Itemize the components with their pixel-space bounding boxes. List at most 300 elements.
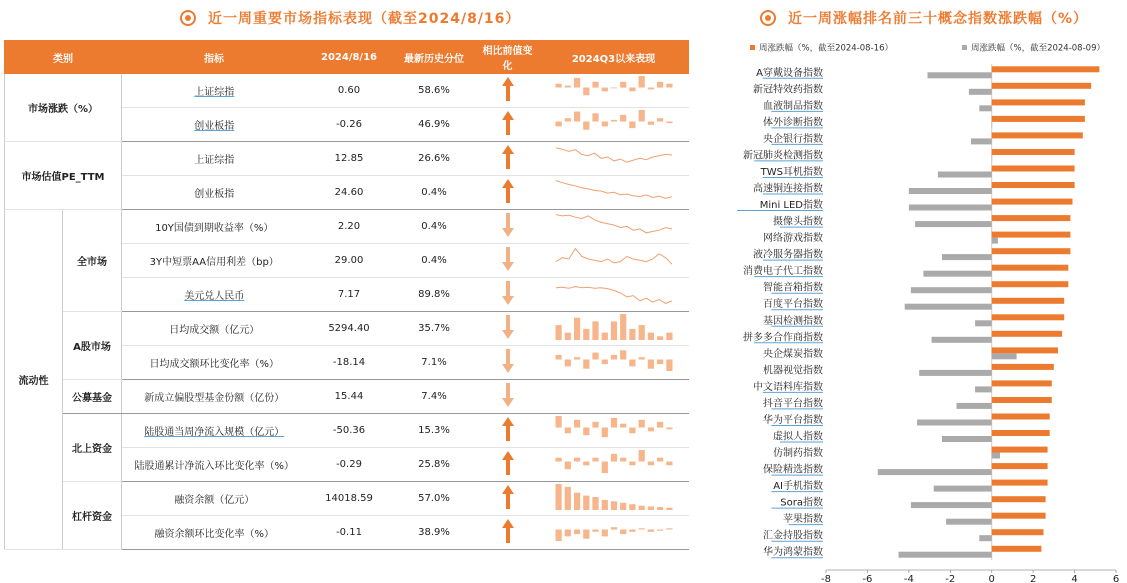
sparkline-bars xyxy=(554,312,674,342)
row-percentile: 46.9% xyxy=(392,108,477,142)
spark-bar xyxy=(555,458,561,462)
spark-bar xyxy=(610,120,616,122)
spark-bar xyxy=(647,428,653,432)
category-label: 液冷服务器指数 xyxy=(753,249,823,261)
row-percentile: 38.9% xyxy=(392,516,477,550)
bar xyxy=(992,132,1083,138)
sparkline-bars xyxy=(554,74,674,104)
bar xyxy=(942,436,992,442)
row-change xyxy=(477,414,539,448)
bar xyxy=(992,546,1042,552)
spark-bar xyxy=(574,530,580,535)
spark-bar xyxy=(555,416,561,428)
spark-bar xyxy=(564,333,570,340)
bar xyxy=(992,215,1071,221)
row-percentile: 0.4% xyxy=(392,244,477,278)
category-label: 中文语料库指数 xyxy=(753,381,823,393)
bar xyxy=(992,430,1050,436)
spark-bar xyxy=(638,110,644,122)
bar xyxy=(979,105,991,111)
category-label: 华为平台指数 xyxy=(763,414,823,426)
spark-bar xyxy=(638,528,644,529)
spark-bar xyxy=(666,122,672,124)
bar xyxy=(992,513,1046,519)
row-change xyxy=(477,346,539,380)
table-row xyxy=(5,380,689,414)
bar xyxy=(992,447,1048,453)
row-percentile: 15.3% xyxy=(392,414,477,448)
category-label: 新冠特效药指数 xyxy=(753,84,823,96)
bar xyxy=(992,166,1075,172)
spark-bar xyxy=(574,357,580,359)
row-value: 12.85 xyxy=(307,142,392,176)
row-subcategory: 杠杆资金 xyxy=(63,482,122,550)
table-row xyxy=(5,142,689,176)
legend-label: 周涨跌幅（%，截至2024-08-16） xyxy=(759,43,893,54)
sparkline-line xyxy=(554,210,674,240)
spark-bar xyxy=(592,321,598,340)
spark-bar xyxy=(583,122,589,130)
bar xyxy=(915,221,992,227)
bar xyxy=(911,287,992,293)
bar xyxy=(928,72,992,78)
spark-bar xyxy=(555,484,561,510)
spark-bar xyxy=(564,360,570,367)
bar xyxy=(932,337,992,343)
row-change xyxy=(477,278,539,312)
row-trend xyxy=(539,516,689,550)
row-category: 市场估值PE_TTM xyxy=(5,142,122,210)
bar xyxy=(992,232,1071,238)
category-label: 拼多多合作商指数 xyxy=(743,332,823,344)
category-label: Mini LED指数 xyxy=(759,200,823,212)
category-label: 新冠肺炎检测指数 xyxy=(743,150,823,162)
row-trend xyxy=(539,244,689,278)
row-change xyxy=(477,176,539,210)
spark-bar xyxy=(657,360,663,365)
spark-bar xyxy=(592,82,598,88)
target-icon xyxy=(180,10,196,26)
arrow-up-icon xyxy=(502,485,514,509)
header-date: 2024/8/16 xyxy=(307,41,392,74)
spark-bar xyxy=(601,428,607,438)
spark-bar xyxy=(574,493,580,510)
arrow-up-icon xyxy=(502,77,514,101)
sparkline-bars xyxy=(554,346,674,376)
table-row xyxy=(5,414,689,448)
arrow-up-icon xyxy=(502,179,514,203)
spark-bar xyxy=(647,88,653,90)
spark-bar xyxy=(574,458,580,462)
bar xyxy=(917,420,992,426)
spark-bar xyxy=(620,314,626,340)
spark-bar xyxy=(592,113,598,121)
row-trend xyxy=(539,346,689,380)
spark-bar xyxy=(564,118,570,121)
bar xyxy=(992,529,1044,535)
right-title xyxy=(760,8,1088,28)
bar xyxy=(992,496,1046,502)
spark-bar xyxy=(629,462,635,466)
sparkline-bars xyxy=(554,108,674,138)
row-indicator: 3Y中短票AA信用利差（bp） xyxy=(122,244,307,278)
spark-bar xyxy=(592,353,598,360)
spark-bar xyxy=(610,88,616,89)
spark-bar xyxy=(583,530,589,539)
x-tick-label: 0 xyxy=(988,574,995,583)
x-tick-label: 2 xyxy=(1029,574,1037,583)
category-label: AI手机指数 xyxy=(773,481,823,493)
category-label: 华为鸿蒙指数 xyxy=(763,547,823,559)
spark-bar xyxy=(629,530,635,532)
row-value: 5294.40 xyxy=(307,312,392,346)
row-value: -0.29 xyxy=(307,448,392,482)
bar xyxy=(992,380,1052,386)
spark-bar xyxy=(583,428,589,436)
spark-bar xyxy=(629,360,635,367)
row-subcategory: 全市场 xyxy=(63,210,122,312)
x-tick-label: -2 xyxy=(945,574,956,583)
spark-bar xyxy=(574,318,580,340)
spark-bar xyxy=(564,487,570,510)
bar xyxy=(992,453,1000,459)
category-label: 智能音箱指数 xyxy=(763,282,823,294)
left-title-text: 近一周重要市场指标表现（截至2024/8/16） xyxy=(208,11,521,27)
x-tick-label: -4 xyxy=(903,574,914,583)
row-percentile: 0.4% xyxy=(392,176,477,210)
row-trend xyxy=(539,108,689,142)
spark-bar xyxy=(629,329,635,340)
spark-bar xyxy=(564,428,570,434)
spark-line xyxy=(556,249,672,265)
category-label: 网络游戏指数 xyxy=(763,233,823,245)
right-title-text: 近一周涨幅排名前三十概念指数涨跌幅（%） xyxy=(788,11,1089,27)
row-change xyxy=(477,448,539,482)
row-subcategory: A股市场 xyxy=(63,312,122,380)
category-label: 机器视觉指数 xyxy=(763,365,823,377)
row-change xyxy=(477,244,539,278)
row-value: 7.17 xyxy=(307,278,392,312)
spark-bar xyxy=(555,84,561,88)
row-trend xyxy=(539,176,689,210)
sparkline-bars xyxy=(554,482,674,512)
row-indicator: 日均成交额环比变化率（%） xyxy=(122,346,307,380)
left-title xyxy=(180,8,520,28)
bar xyxy=(992,397,1052,403)
row-trend xyxy=(539,414,689,448)
category-label: 摄像头指数 xyxy=(773,216,823,228)
bar xyxy=(992,414,1050,420)
category-label: 体外诊断指数 xyxy=(763,117,823,129)
spark-bar xyxy=(601,360,607,365)
table-row xyxy=(5,210,689,244)
spark-bar xyxy=(638,450,644,462)
row-indicator[interactable]: 美元兑人民币 xyxy=(122,278,307,312)
row-value: 24.60 xyxy=(307,176,392,210)
row-percentile: 7.4% xyxy=(392,380,477,414)
bar xyxy=(992,182,1075,188)
spark-bar xyxy=(638,506,644,510)
spark-line xyxy=(556,287,672,304)
spark-bar xyxy=(583,88,589,96)
row-change xyxy=(477,312,539,346)
row-indicator: 融资余额环比变化率（%） xyxy=(122,516,307,550)
row-change xyxy=(477,380,539,414)
spark-bar xyxy=(647,462,653,466)
bar xyxy=(975,386,992,392)
row-indicator: 10Y国债到期收益率（%） xyxy=(122,210,307,244)
row-change xyxy=(477,74,539,108)
row-category: 市场涨跌（%） xyxy=(5,74,122,142)
category-label: 苹果指数 xyxy=(783,514,823,526)
bar xyxy=(909,205,992,211)
arrow-down-icon xyxy=(502,247,514,271)
bar xyxy=(919,370,992,376)
spark-line xyxy=(556,148,672,162)
bar xyxy=(905,304,992,310)
category-label: 虚拟人指数 xyxy=(773,431,823,443)
table-row xyxy=(5,312,689,346)
row-indicator: 融资余额（亿元） xyxy=(122,482,307,516)
row-trend xyxy=(539,312,689,346)
row-indicator[interactable]: 陆股通当周净流入规模（亿元） xyxy=(122,414,307,448)
spark-bar xyxy=(583,462,589,466)
legend-label: 周涨跌幅（%，截至2024-08-09） xyxy=(971,43,1105,54)
row-trend xyxy=(539,210,689,244)
category-label: 基因检测指数 xyxy=(763,315,823,327)
bar xyxy=(992,298,1064,304)
spark-bar xyxy=(555,122,561,127)
spark-bar xyxy=(601,333,607,340)
spark-bar xyxy=(657,82,663,88)
arrow-down-icon xyxy=(502,349,514,373)
row-subcategory: 北上资金 xyxy=(63,414,122,482)
x-tick-label: -8 xyxy=(821,574,831,583)
x-tick-label: -6 xyxy=(862,574,873,583)
spark-bar xyxy=(601,462,607,474)
header-percentile: 最新历史分位 xyxy=(392,41,477,74)
bar xyxy=(992,122,993,128)
bar xyxy=(992,463,1048,469)
row-percentile: 0.4% xyxy=(392,210,477,244)
sparkline-bars xyxy=(554,516,674,546)
bar xyxy=(992,199,1073,205)
row-trend xyxy=(539,482,689,516)
spark-bar xyxy=(666,428,672,430)
category-label: 高速铜连接指数 xyxy=(753,183,823,195)
spark-line xyxy=(556,181,672,199)
row-indicator: 陆股通累计净流入环比变化率（%） xyxy=(122,448,307,482)
sparkline-line xyxy=(554,278,674,308)
sparkline-line xyxy=(554,176,674,206)
spark-bar xyxy=(555,355,561,360)
spark-bar xyxy=(592,530,598,532)
bar xyxy=(899,552,992,558)
spark-bar xyxy=(647,530,653,532)
spark-bar xyxy=(610,418,616,428)
bar xyxy=(992,99,1085,105)
bar xyxy=(969,89,992,95)
category-label: 抖音平台指数 xyxy=(763,398,823,410)
x-tick-label: 6 xyxy=(1112,574,1120,583)
row-indicator[interactable]: 创业板指 xyxy=(122,108,307,142)
spark-bar xyxy=(629,504,635,510)
row-percentile: 7.1% xyxy=(392,346,477,380)
spark-bar xyxy=(666,360,672,372)
table-row xyxy=(5,74,689,108)
bar xyxy=(878,469,992,475)
spark-bar xyxy=(574,78,580,88)
spark-bar xyxy=(610,355,616,360)
bar xyxy=(938,172,992,178)
spark-bar xyxy=(601,88,607,92)
row-percentile: 35.7% xyxy=(392,312,477,346)
bar xyxy=(942,254,992,260)
row-value: 29.00 xyxy=(307,244,392,278)
spark-bar xyxy=(610,501,616,510)
target-icon xyxy=(760,10,776,26)
spark-bar xyxy=(647,122,653,125)
row-indicator[interactable]: 上证综指 xyxy=(122,74,307,108)
row-indicator: 创业板指 xyxy=(122,176,307,210)
row-value: -50.36 xyxy=(307,414,392,448)
arrow-up-icon xyxy=(502,519,514,543)
bar xyxy=(992,347,1058,353)
bar xyxy=(992,353,1017,359)
sparkline-bars xyxy=(554,448,674,478)
bar xyxy=(992,155,993,161)
bar xyxy=(992,66,1100,72)
bar xyxy=(975,320,992,326)
spark-bar xyxy=(647,333,653,340)
spark-bar xyxy=(657,458,663,462)
spark-bar xyxy=(564,86,570,88)
row-indicator: 新成立偏股型基金份额（亿份） xyxy=(122,380,307,414)
row-percentile: 25.8% xyxy=(392,448,477,482)
spark-bar xyxy=(629,88,635,92)
bar xyxy=(946,519,992,525)
spark-bar xyxy=(610,321,616,340)
bar xyxy=(992,364,1054,370)
bar xyxy=(911,502,992,508)
arrow-up-icon xyxy=(502,417,514,441)
spark-bar xyxy=(620,530,626,535)
legend-swatch xyxy=(962,45,967,50)
row-value: -0.26 xyxy=(307,108,392,142)
header-indicator: 指标 xyxy=(122,41,307,74)
spark-bar xyxy=(666,84,672,88)
spark-bar xyxy=(610,454,616,462)
spark-bar xyxy=(592,458,598,462)
arrow-down-icon xyxy=(502,281,514,305)
category-label: 百度平台指数 xyxy=(763,299,823,311)
spark-bar xyxy=(620,350,626,359)
x-tick-label: 4 xyxy=(1071,574,1078,583)
bar xyxy=(992,248,1071,254)
arrow-up-icon xyxy=(502,111,514,135)
spark-bar xyxy=(610,527,616,529)
arrow-up-icon xyxy=(502,145,514,169)
spark-bar xyxy=(638,325,644,340)
spark-bar xyxy=(564,462,570,470)
arrow-up-icon xyxy=(502,451,514,475)
row-value: 14018.59 xyxy=(307,482,392,516)
spark-bar xyxy=(620,115,626,122)
row-trend xyxy=(539,380,689,414)
spark-bar xyxy=(666,462,672,466)
bar xyxy=(992,238,998,244)
bar xyxy=(909,188,992,194)
row-trend xyxy=(539,448,689,482)
bar xyxy=(992,331,1062,337)
row-change xyxy=(477,142,539,176)
spark-bar xyxy=(638,76,644,88)
table-row xyxy=(5,482,689,516)
spark-bar xyxy=(666,528,672,529)
category-label: 血液制品指数 xyxy=(763,100,823,112)
bar xyxy=(992,116,1085,122)
spark-bar xyxy=(629,428,635,434)
legend-swatch xyxy=(750,45,755,50)
spark-line xyxy=(556,215,672,233)
spark-bar xyxy=(620,458,626,462)
bar xyxy=(979,535,991,541)
row-value: 15.44 xyxy=(307,380,392,414)
spark-bar xyxy=(666,333,672,340)
row-change xyxy=(477,210,539,244)
bar xyxy=(992,265,1069,271)
concept-index-bar-chart xyxy=(726,38,1126,583)
arrow-down-icon xyxy=(502,315,514,339)
row-change xyxy=(477,516,539,550)
arrow-down-icon xyxy=(502,213,514,237)
header-trend: 2024Q3以来表现 xyxy=(539,41,689,74)
spark-bar xyxy=(620,503,626,510)
header-change: 相比前值变化 xyxy=(477,41,539,74)
bar xyxy=(992,480,1048,486)
category-label: 汇金持股指数 xyxy=(763,530,823,542)
category-label: 仿制药指数 xyxy=(773,448,823,460)
spark-bar xyxy=(657,507,663,510)
category-label: A穿戴设备指数 xyxy=(756,67,823,79)
sparkline-line xyxy=(554,244,674,274)
spark-bar xyxy=(583,360,589,369)
spark-bar xyxy=(601,122,607,127)
bar xyxy=(957,403,992,409)
spark-bar xyxy=(647,507,653,511)
row-indicator: 日均成交额（亿元） xyxy=(122,312,307,346)
bar xyxy=(992,149,1075,155)
row-subcategory: 公募基金 xyxy=(63,380,122,414)
category-label: 央企煤炭指数 xyxy=(763,348,823,360)
spark-bar xyxy=(620,424,626,428)
bar xyxy=(992,83,1091,89)
spark-bar xyxy=(555,530,561,542)
spark-bar xyxy=(657,118,663,121)
spark-bar xyxy=(620,82,626,88)
spark-bar xyxy=(647,360,653,369)
spark-bar xyxy=(555,325,561,340)
spark-bar xyxy=(601,530,607,537)
sparkline-bars xyxy=(554,414,674,444)
row-value: -0.11 xyxy=(307,516,392,550)
row-trend xyxy=(539,142,689,176)
bar xyxy=(992,281,1069,287)
category-label: 消费电子代工指数 xyxy=(743,266,823,278)
spark-bar xyxy=(657,422,663,428)
bar xyxy=(923,271,991,277)
bar xyxy=(992,314,1064,320)
